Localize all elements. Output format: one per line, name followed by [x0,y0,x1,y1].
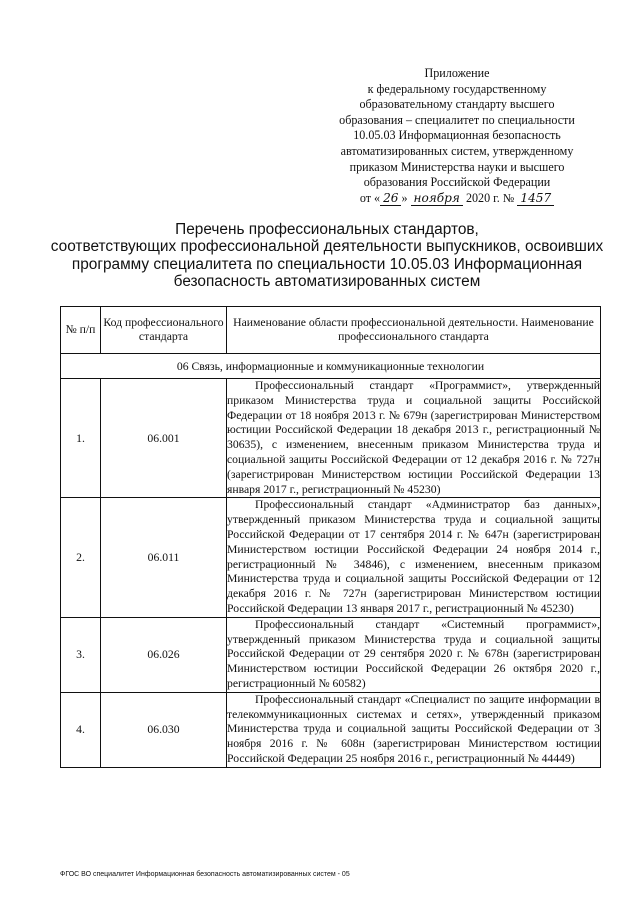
row-number: 2. [61,498,101,617]
standards-table [60,306,601,768]
standard-code: 06.011 [101,498,227,617]
header-name: Наименование области профессиональной деятельности. Наименование профессионального стандарта [227,307,601,354]
appendix-line: Приложение [424,66,490,80]
appendix-line: образовательному стандарту высшего [359,97,555,112]
header-number: № п/п [61,307,101,354]
standard-description: Профессиональный стандарт «Администратор баз данных», утвержденный приказом Министерства труда и социальной защиты Российской Федерации от 17 сентября 2014 г. № 647н (зарегистрирован Министерством юстиции Российской Федерации 24 ноября 2014 г., регистрационный № 34846), с изменением, внесенным приказом Министерства труда и социальной защиты Российской Федерации от 12 декабря 2016 г. № 727н (зарегистрирован Министерством юстиции Российской Федерации 13 января 2017 г., регистрационный № 45230) [227,498,601,617]
date-year: 2020 г. № [465,190,515,205]
appendix-block [322,66,592,206]
header-code: Код профессионального стандарта [101,307,227,354]
order-date-line [322,191,592,207]
title-line: безопасность автоматизированных систем [173,272,481,290]
standard-description: Профессиональный стандарт «Системный программист», утвержденный приказом Министерства труда и социальной защиты Российской Федерации от 29 сентября 2020 г. № 678н (зарегистрирован Министерством юстиции Российской Федерации 26 октября 2020 г., регистрационный № 60582) [227,617,601,692]
row-number: 1. [61,379,101,498]
table-row [61,498,601,617]
table-row [61,692,601,767]
title-line: соответствующих профессиональной деятельности выпускников, освоивших [50,238,604,256]
date-separator: » [401,190,408,205]
title-line: Перечень профессиональных стандартов, [175,221,479,238]
table-row [61,617,601,692]
section-row [61,354,601,379]
row-number: 3. [61,617,101,692]
handwritten-order-number: 1457 [517,192,554,206]
appendix-line: автоматизированных систем, утвержденному [340,143,574,158]
standard-code: 06.001 [101,379,227,498]
appendix-line: приказом Министерства науки и высшего [349,159,565,174]
appendix-line: образования Российской Федерации [363,175,551,190]
page-footer: ФГОС ВО специалитет Информационная безопасность автоматизированных систем - 05 [60,871,350,878]
appendix-line: образования – специалитет по специальности [339,112,575,127]
title-line: программу специалитета по специальности 10.05.03 Информационная [71,255,583,273]
standard-description: Профессиональный стандарт «Программист», утвержденный приказом Министерства труда и социальной защиты Российской Федерации от 18 ноября 2013 г. № 679н (зарегистрирован Министерством юстиции Российской Федерации 18 декабря 2013 г., регистрационный № 30635), с изменением, внесенным приказом Министерства труда и социальной защиты Российской Федерации от 12 декабря 2016 г. № 727н (зарегистрирован Министерством юстиции Российской Федерации 13 января 2017 г., регистрационный № 45230) [227,379,601,498]
document-title [40,221,614,290]
appendix-line: к федеральному государственному [367,81,547,96]
appendix-line: 10.05.03 Информационная безопасность [353,128,561,143]
handwritten-day: 26 [380,192,401,206]
standard-code: 06.030 [101,692,227,767]
handwritten-month: ноября [411,192,463,206]
table-row [61,379,601,498]
table-header-row [61,307,601,354]
standard-description: Профессиональный стандарт «Специалист по защите информации в телекоммуникационных системах и сетях», утвержденный приказом Министерства труда и социальной защиты Российской Федерации от 3 ноября 2016 г. № 608н (зарегистрирован Министерством юстиции Российской Федерации 25 ноября 2016 г., регистрационный № 44449) [227,692,601,767]
section-title: 06 Связь, информационные и коммуникационные технологии [61,354,601,379]
date-prefix: от « [359,190,381,205]
standard-code: 06.026 [101,617,227,692]
row-number: 4. [61,692,101,767]
